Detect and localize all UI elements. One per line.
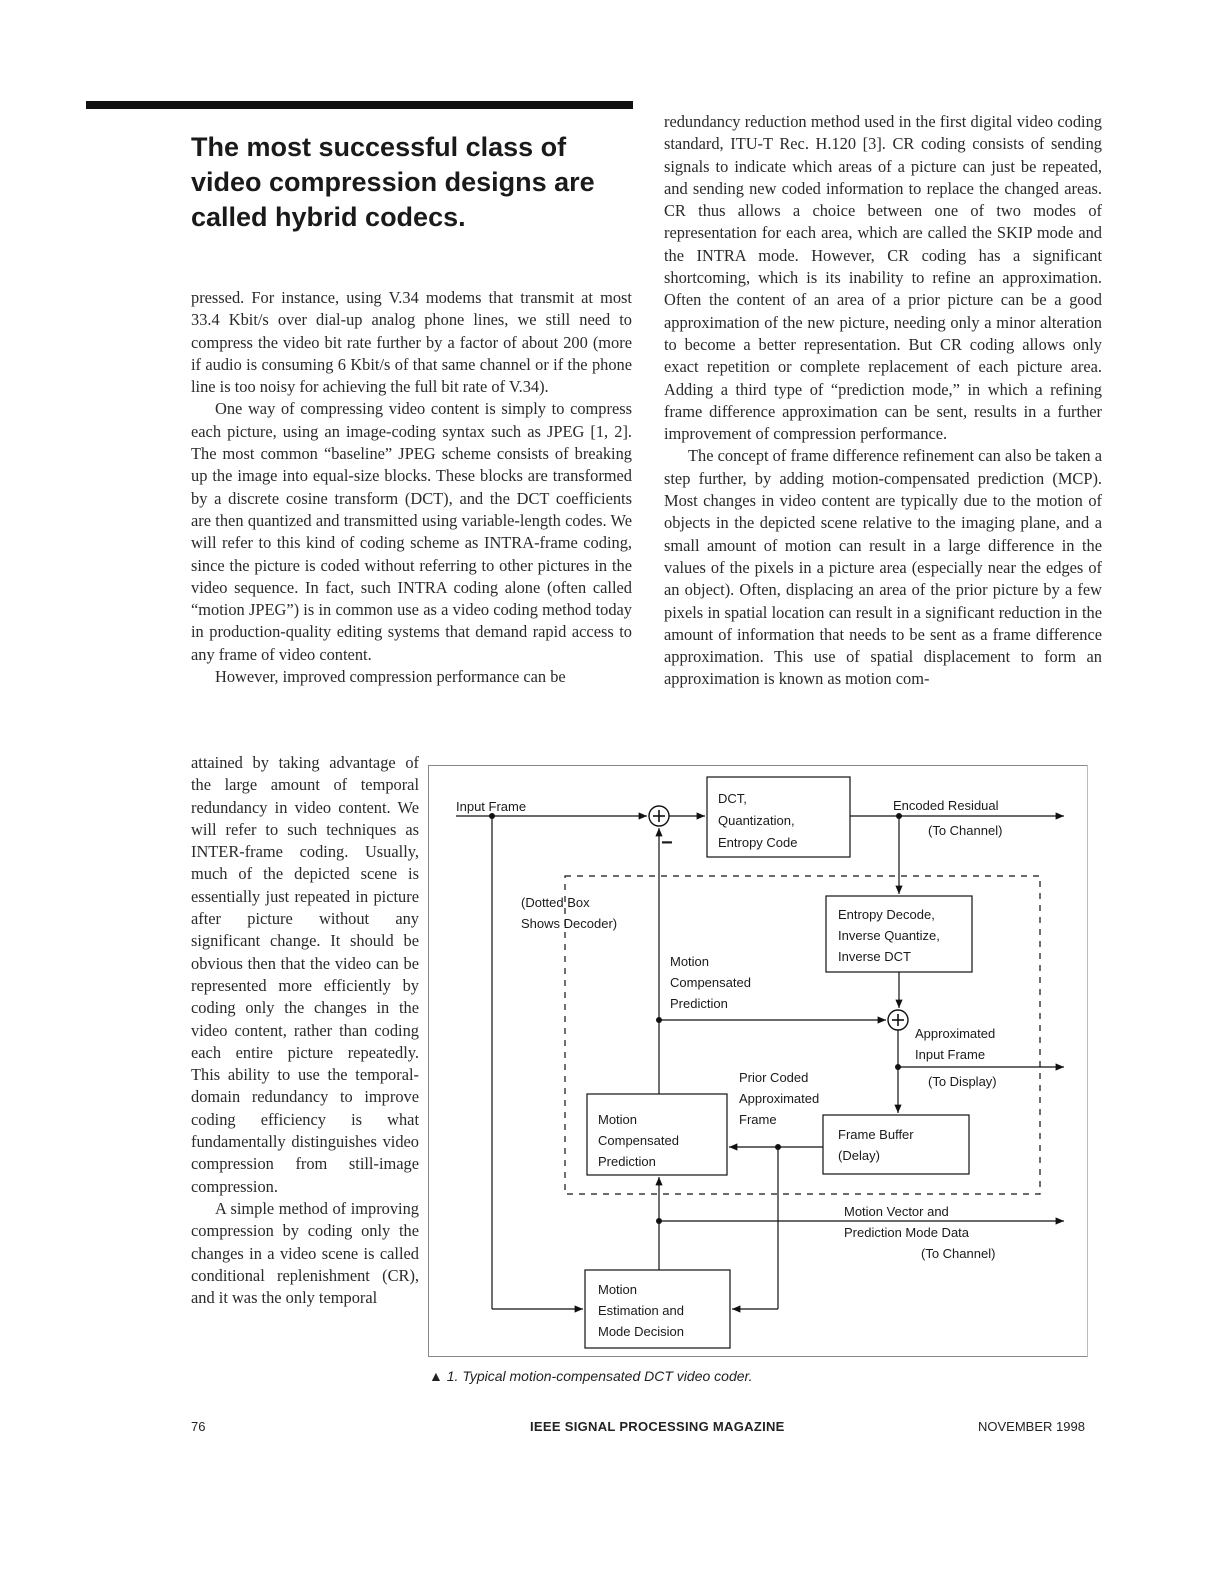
caption-marker-icon: ▲ bbox=[429, 1368, 443, 1384]
motion-est-line-3: Mode Decision bbox=[598, 1324, 684, 1339]
motion-vector-line-1: Motion Vector and bbox=[844, 1204, 949, 1219]
label-input-frame: Input Frame bbox=[456, 799, 527, 814]
label-to-channel-2: (To Channel) bbox=[921, 1246, 996, 1261]
column-narrow bbox=[191, 752, 419, 1309]
decoder-note-2: Shows Decoder) bbox=[521, 916, 618, 931]
paragraph: The concept of frame difference refinement can also be taken a step further, by adding motion-compensated prediction (MCP). Most changes in video content are typically due to the motion of objects in the depicted scene relative to the imaging plane, and a small amount of motion can result in a large difference in the values of the pixels in a picture area (especially near the edges of an object). Often, displacing an area of the prior picture by a few pixels in spatial location can result in a significant reduction in the amount of information that needs to be sent as a frame difference approximation. This use of spatial displacement to form an approximation is known as motion com- bbox=[664, 446, 1102, 689]
motion-vector-line-2: Prediction Mode Data bbox=[844, 1225, 970, 1240]
paragraph: One way of compressing video content is simply to compress each picture, using an image-coding syntax such as JPEG [1, 2]. The most common “baseline” JPEG scheme consists of breaking up the image into equal-size blocks. These blocks are transformed by a discrete cosine transform (DCT), and the DCT coefficients are then quantized and transmitted using variable-length codes. We will refer to this kind of coding scheme as INTRA-frame coding, since the picture is coded without referring to other pictures in the video sequence. In fact, such INTRA coding alone (often called “motion JPEG”) is in common use as a video coding method today in production-quality editing systems that demand rapid access to any frame of video content. bbox=[191, 399, 632, 664]
label-to-display: (To Display) bbox=[928, 1074, 997, 1089]
caption-text: 1. Typical motion-compensated DCT video coder. bbox=[446, 1368, 753, 1384]
label-to-channel-1: (To Channel) bbox=[928, 823, 1003, 838]
column-left bbox=[191, 287, 632, 688]
mcp-label-2: Compensated bbox=[670, 975, 751, 990]
pull-quote: The most successful class of video compression designs are called hybrid codecs. bbox=[191, 132, 595, 232]
paragraph: A simple method of improving compression by coding only the changes in a video scene is called conditional replenishment (CR), and it was the only temporal bbox=[191, 1198, 419, 1308]
label-encoded-residual: Encoded Residual bbox=[893, 798, 999, 813]
paragraph: However, improved compression performance can be bbox=[215, 667, 566, 687]
paragraph: attained by taking advantage of the large amount of temporal redundancy in video content. We will refer to such techniques as INTER-frame coding. Usually, much of the depicted scene is essentially just repeated in picture after picture without any significant change. It should be obvious then that the video can be represented more efficiently by coding only the changes in the video content, rather than coding each entire picture repeatedly. This ability to use the temporal-domain redundancy to improve coding efficiency is what fundamentally distinguishes video compression from still-image compression. bbox=[191, 753, 419, 1196]
entropy-line-1: Entropy Decode, bbox=[838, 907, 935, 922]
dct-line-2: Quantization, bbox=[718, 813, 795, 828]
frame-buffer-line-1: Frame Buffer bbox=[838, 1127, 914, 1142]
prior-line-1: Prior Coded bbox=[739, 1070, 809, 1085]
paragraph: pressed. For instance, using V.34 modems that transmit at most 33.4 Kbit/s over dial-up analog phone lines, we still need to compress the video bit rate further by a factor of about 200 (more if audio is consuming 6 Kbit/s of that same channel or if the phone line is too noisy for achieving the full bit rate of V.34). bbox=[191, 288, 632, 397]
paragraph: redundancy reduction method used in the first digital video coding standard, ITU-T Rec. H.120 [3]. CR coding consists of sending signals to indicate which areas of a picture can just be repeated, and sending new coded information to replace the changed areas. CR thus allows a choice between one of two modes of representation for each area, which are called the SKIP mode and the INTRA mode. However, CR coding has a significant shortcoming, which is its inability to refine an approximation. Often the content of an area of a prior picture can be a good approximation of the new picture, needing only a minor alteration to become a better representation. But CR coding allows only exact repetition or complete replacement of each picture area. Adding a third type of “prediction mode,” in which a refining frame difference approximation can be sent, results in a further improvement of compression performance. bbox=[664, 112, 1102, 444]
top-rule bbox=[86, 101, 633, 109]
frame-buffer-line-2: (Delay) bbox=[838, 1148, 880, 1163]
dct-line-1: DCT, bbox=[718, 791, 747, 806]
dct-line-3: Entropy Code bbox=[718, 835, 798, 850]
mcp-block-line-1: Motion bbox=[598, 1112, 638, 1127]
footer-page-number: 76 bbox=[191, 1419, 206, 1434]
footer-date: NOVEMBER 1998 bbox=[978, 1419, 1085, 1434]
motion-est-line-2: Estimation and bbox=[598, 1303, 684, 1318]
prior-line-2: Approximated bbox=[739, 1091, 820, 1106]
mcp-block-line-3: Prediction bbox=[598, 1154, 656, 1169]
frame-buffer-block bbox=[823, 1115, 969, 1174]
approx-line-1: Approximated bbox=[915, 1026, 996, 1041]
decoder-note-1: (Dotted Box bbox=[521, 895, 590, 910]
footer-magazine: IEEE SIGNAL PROCESSING MAGAZINE bbox=[530, 1419, 785, 1434]
entropy-line-3: Inverse DCT bbox=[838, 949, 911, 964]
figure-coder-diagram bbox=[428, 765, 1100, 1365]
block-diagram bbox=[428, 765, 1100, 1365]
approx-line-2: Input Frame bbox=[915, 1047, 986, 1062]
mcp-label-3: Prediction bbox=[670, 996, 728, 1011]
label-minus: − bbox=[661, 832, 673, 854]
mcp-label-1: Motion bbox=[670, 954, 710, 969]
column-right bbox=[664, 111, 1102, 691]
mcp-block-line-2: Compensated bbox=[598, 1133, 679, 1148]
figure-caption bbox=[429, 1368, 753, 1384]
entropy-line-2: Inverse Quantize, bbox=[838, 928, 940, 943]
prior-line-3: Frame bbox=[739, 1112, 777, 1127]
motion-est-line-1: Motion bbox=[598, 1282, 638, 1297]
